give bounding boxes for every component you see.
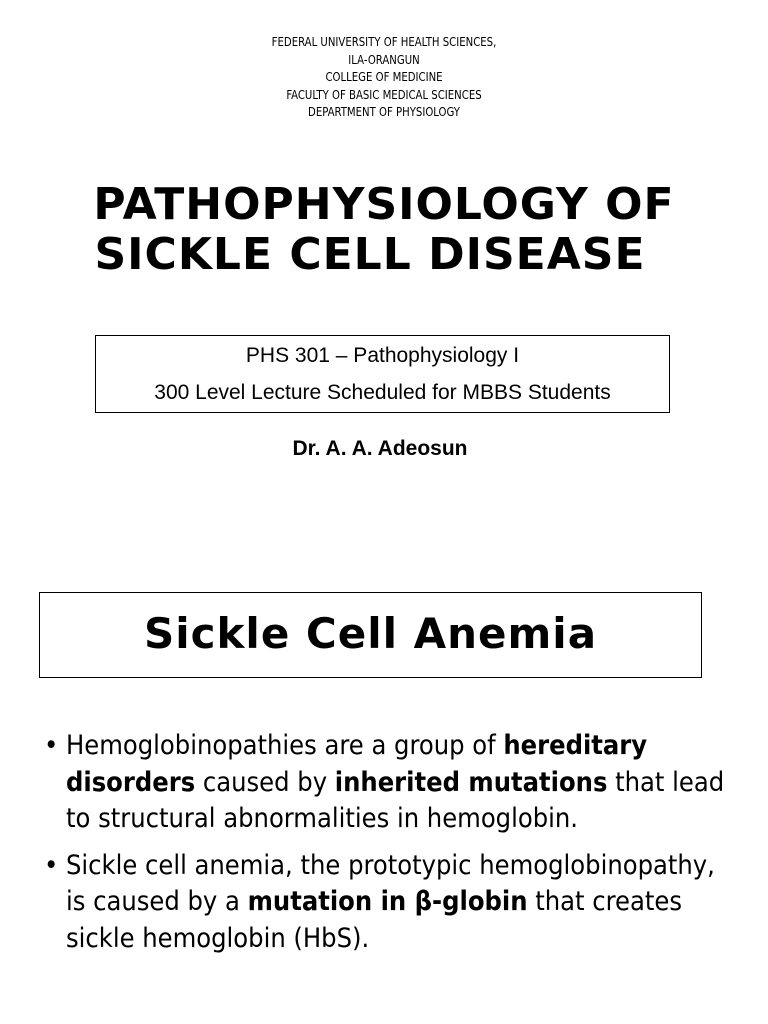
bullet-item-hemoglobinopathies <box>42 728 732 838</box>
title-line-1: PATHOPHYSIOLOGY OF <box>93 179 675 230</box>
author-name: Dr. A. A. Adeosun <box>292 437 468 460</box>
header-line-department: DEPARTMENT OF PHYSIOLOGY <box>308 104 460 120</box>
institution-header <box>38 33 729 121</box>
header-line-university: FEDERAL UNIVERSITY OF HEALTH SCIENCES, <box>271 34 497 49</box>
header-line-location: ILA-ORANGUN <box>348 51 420 67</box>
bullet-list <box>42 728 732 967</box>
bullet-emphasis: hereditary disorders <box>66 730 648 798</box>
bullet-emphasis: mutation in β-globin <box>247 886 528 917</box>
bullet-text: caused by <box>195 766 335 798</box>
bullet-text: Hemoglobinopathies are a group of <box>66 730 504 761</box>
header-line-college: COLLEGE OF MEDICINE <box>325 69 443 85</box>
title-line-2: SICKLE CELL DISEASE <box>94 229 646 280</box>
bullet-emphasis: inherited mutations <box>334 766 608 798</box>
bullet-dot-icon: • <box>44 730 59 761</box>
course-schedule: 300 Level Lecture Scheduled for MBBS Students <box>154 381 611 404</box>
bullet-item-sickle-cell <box>42 848 732 958</box>
section-heading-box <box>39 592 702 678</box>
page-title <box>0 180 768 280</box>
header-line-faculty: FACULTY OF BASIC MEDICAL SCIENCES <box>286 86 482 102</box>
course-info-box <box>95 335 670 413</box>
section-heading: Sickle Cell Anemia <box>143 609 598 658</box>
bullet-text: that lead to structural abnormalities in hemoglobin. <box>66 766 725 834</box>
bullet-text: Sickle cell anemia, the prototypic hemoglobinopathy, is caused by a <box>66 849 715 917</box>
course-code: PHS 301 – Pathophysiology I <box>245 344 520 367</box>
bullet-dot-icon: • <box>44 849 59 881</box>
bullet-text: that creates sickle hemoglobin (HbS). <box>66 886 682 954</box>
